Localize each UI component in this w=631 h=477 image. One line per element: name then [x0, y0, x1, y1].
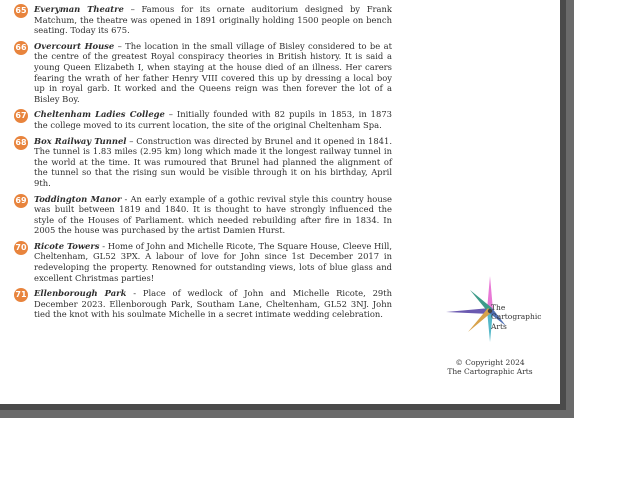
- entry-description: – Famous for its ornate auditorium designed by Frank Matchum, the theatre was opened in 1891 originally holding 1500 people on bench seating. Today its 675.: [34, 4, 392, 36]
- entry-text: [34, 136, 392, 189]
- entry-title: Ellenborough Park: [34, 288, 127, 299]
- entry-number-badge: 69: [14, 194, 28, 208]
- list-item: [14, 136, 392, 189]
- entry-description: - Place of wedlock of John and Michelle Ricote, 29th December 2023. Ellenborough Park, Southam Lane, Cheltenham, GL52 3NJ. John tied the knot with his soulmate Michelle in a secret intimate wedding celebration.: [34, 288, 392, 320]
- entry-description: - Home of John and Michelle Ricote, The Square House, Cleeve Hill, Cheltenham, GL52 3PX. A labour of love for John since 1st December 2017 in redeveloping the property. Renowned for outstanding views, lots of blue glass and excellent Christmas parties!: [34, 240, 392, 283]
- list-item: [14, 41, 392, 105]
- entry-number-badge: 66: [14, 41, 28, 55]
- entry-title: Overcourt House: [34, 40, 115, 51]
- entry-number-badge: 70: [14, 241, 28, 255]
- entry-description: – Construction was directed by Brunel and it opened in 1841. The tunnel is 1.83 miles (2.95 km) long which made it the longest railway tunnel in the world at the time. It was rumoured that Brunel had planned the alignment of the tunnel so that the rising sun would be visible through it on his birthday, April 9th.: [34, 135, 392, 188]
- entry-description: – The location in the small village of Bisley considered to be at the centre of the greatest Royal conspiracy theories in British history. It is said a young Queen Elizabeth I, when staying at the house died of an illness. Her carers fearing the wrath of her father Henry VIII covered this up by dressing a local boy up in royal garb. It worked and the Queens reign was then forever the lot of a Bisley Boy.: [34, 40, 392, 104]
- entry-text: [34, 194, 392, 236]
- entry-text: [34, 241, 392, 283]
- entry-title: Ricote Towers: [34, 240, 100, 251]
- list-item: [14, 109, 392, 130]
- entry-text: [34, 109, 392, 130]
- entry-description: - An early example of a gothic revival style this country house was built between 1819 and 1840. It is thought to have strongly influenced the style of the Houses of Parliament. which needed rebuilding after fire in 1834. In 2005 the house was purchased by the artist Damien Hurst.: [34, 193, 392, 236]
- entries-list: [14, 4, 392, 325]
- entry-text: [34, 4, 392, 36]
- entry-title: Cheltenham Ladies College: [34, 109, 165, 120]
- list-item: [14, 241, 392, 283]
- entry-number-badge: 68: [14, 136, 28, 150]
- entry-description: – Initially founded with 82 pupils in 1853, in 1873 the college moved to its current location, the site of the original Cheltenham Spa.: [34, 109, 392, 130]
- entry-text: [34, 288, 392, 320]
- brand-name: The Cartographic Arts: [491, 303, 542, 331]
- copyright-notice: © Copyright 2024 The Cartographic Arts: [447, 358, 533, 376]
- entry-text: [34, 41, 392, 105]
- entry-number-badge: 67: [14, 109, 28, 123]
- entry-title: Everyman Theatre: [34, 4, 124, 14]
- entry-title: Box Railway Tunnel: [34, 135, 127, 146]
- entry-number-badge: 65: [14, 4, 28, 18]
- list-item: [14, 194, 392, 236]
- list-item: [14, 4, 392, 36]
- list-item: [14, 288, 392, 320]
- entry-title: Toddington Manor: [34, 193, 122, 204]
- entry-number-badge: 71: [14, 288, 28, 302]
